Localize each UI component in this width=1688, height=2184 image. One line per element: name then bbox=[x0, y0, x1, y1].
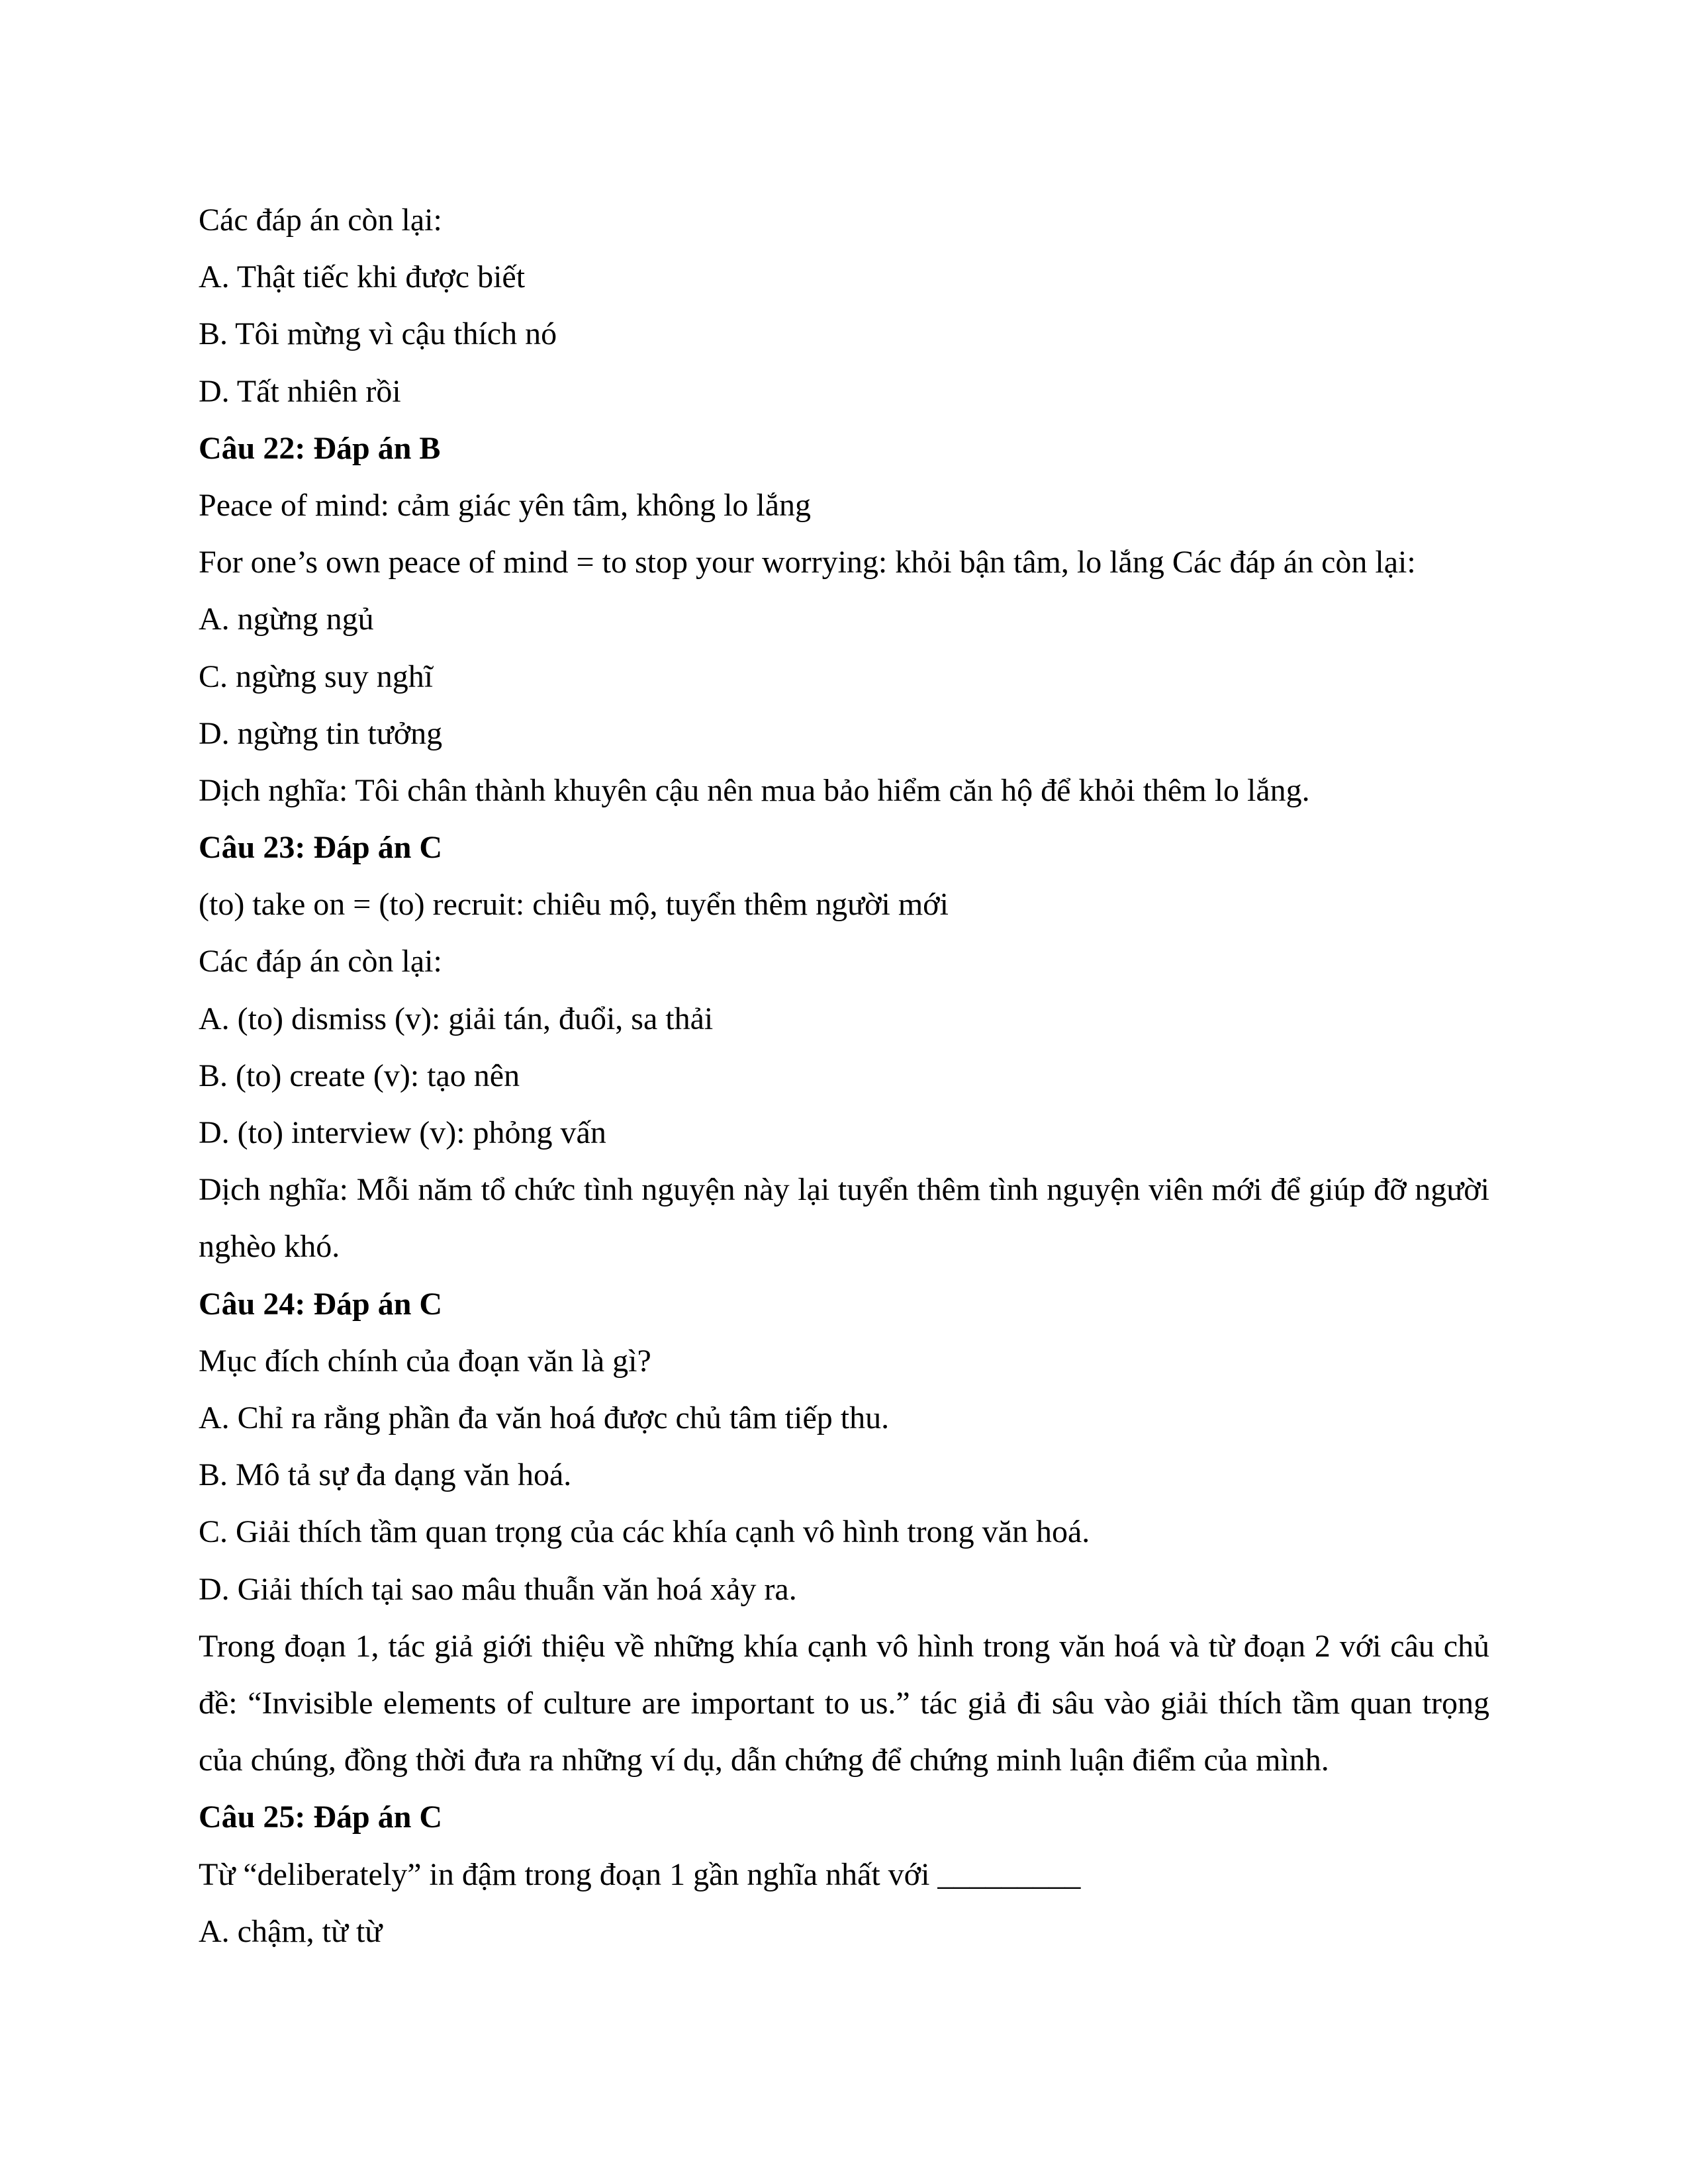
option-line: B. (to) create (v): tạo nên bbox=[199, 1058, 520, 1093]
question-24-block bbox=[199, 1276, 1489, 1790]
option-line: D. Tất nhiên rồi bbox=[199, 373, 401, 409]
option-line: D. (to) interview (v): phỏng vấn bbox=[199, 1115, 606, 1150]
option-line: D. ngừng tin tưởng bbox=[199, 715, 443, 751]
question-text: Từ “deliberately” in đậm trong đoạn 1 gần nghĩa nhất với _________ bbox=[199, 1856, 1081, 1892]
translation-paragraph: Dịch nghĩa: Mỗi năm tổ chức tình nguyện này lại tuyển thêm tình nguyện viên mới để giúp đỡ người nghèo khó. bbox=[199, 1172, 1489, 1265]
question-22-title: Câu 22: Đáp án B bbox=[199, 430, 441, 466]
definition-line: Peace of mind: cảm giác yên tâm, không lo lắng bbox=[199, 487, 812, 523]
question-23-block bbox=[199, 819, 1489, 1276]
remaining-options-heading: Các đáp án còn lại: bbox=[199, 203, 442, 238]
option-line: A. Chỉ ra rằng phần đa văn hoá được chủ tâm tiếp thu. bbox=[199, 1400, 890, 1435]
question-24-title: Câu 24: Đáp án C bbox=[199, 1286, 443, 1322]
definition-line: (to) take on = (to) recruit: chiêu mộ, tuyển thêm người mới bbox=[199, 887, 949, 923]
remaining-options-heading: Các đáp án còn lại: bbox=[199, 944, 442, 979]
option-line: A. (to) dismiss (v): giải tán, đuổi, sa thải bbox=[199, 1001, 714, 1036]
option-line: A. ngừng ngủ bbox=[199, 602, 374, 637]
option-line: B. Mô tả sự đa dạng văn hoá. bbox=[199, 1457, 572, 1493]
question-23-title: Câu 23: Đáp án C bbox=[199, 830, 443, 866]
question-25-block bbox=[199, 1789, 1489, 1960]
option-line: B. Tôi mừng vì cậu thích nó bbox=[199, 316, 557, 352]
question-25-title: Câu 25: Đáp án C bbox=[199, 1799, 443, 1835]
option-line: D. Giải thích tại sao mâu thuẫn văn hoá xảy ra. bbox=[199, 1571, 797, 1607]
option-line: C. Giải thích tầm quan trọng của các khía cạnh vô hình trong văn hoá. bbox=[199, 1514, 1090, 1550]
option-line: C. ngừng suy nghĩ bbox=[199, 659, 434, 694]
question-text: Mục đích chính của đoạn văn là gì? bbox=[199, 1343, 651, 1379]
question-22-block bbox=[199, 420, 1489, 819]
explanation-paragraph: Trong đoạn 1, tác giả giới thiệu về những khía cạnh vô hình trong văn hoá và từ đoạn 2 với câu chủ đề: “Invisible elements of culture are important to us.” tác giả đi sâu vào giải thích tầm quan trọng của chúng, đồng thời đưa ra những ví dụ, dẫn chứng để chứng minh luận điểm của mình. bbox=[199, 1628, 1489, 1778]
answer-key-page bbox=[199, 192, 1489, 1960]
translation-line: Dịch nghĩa: Tôi chân thành khuyên cậu nên mua bảo hiểm căn hộ để khỏi thêm lo lắng. bbox=[199, 772, 1310, 808]
option-line: A. chậm, từ từ bbox=[199, 1913, 383, 1949]
note-line: For one’s own peace of mind = to stop your worrying: khỏi bận tâm, lo lắng Các đáp án còn lại: bbox=[199, 545, 1416, 580]
remaining-options-block bbox=[199, 192, 1489, 420]
option-line: A. Thật tiếc khi được biết bbox=[199, 259, 526, 295]
